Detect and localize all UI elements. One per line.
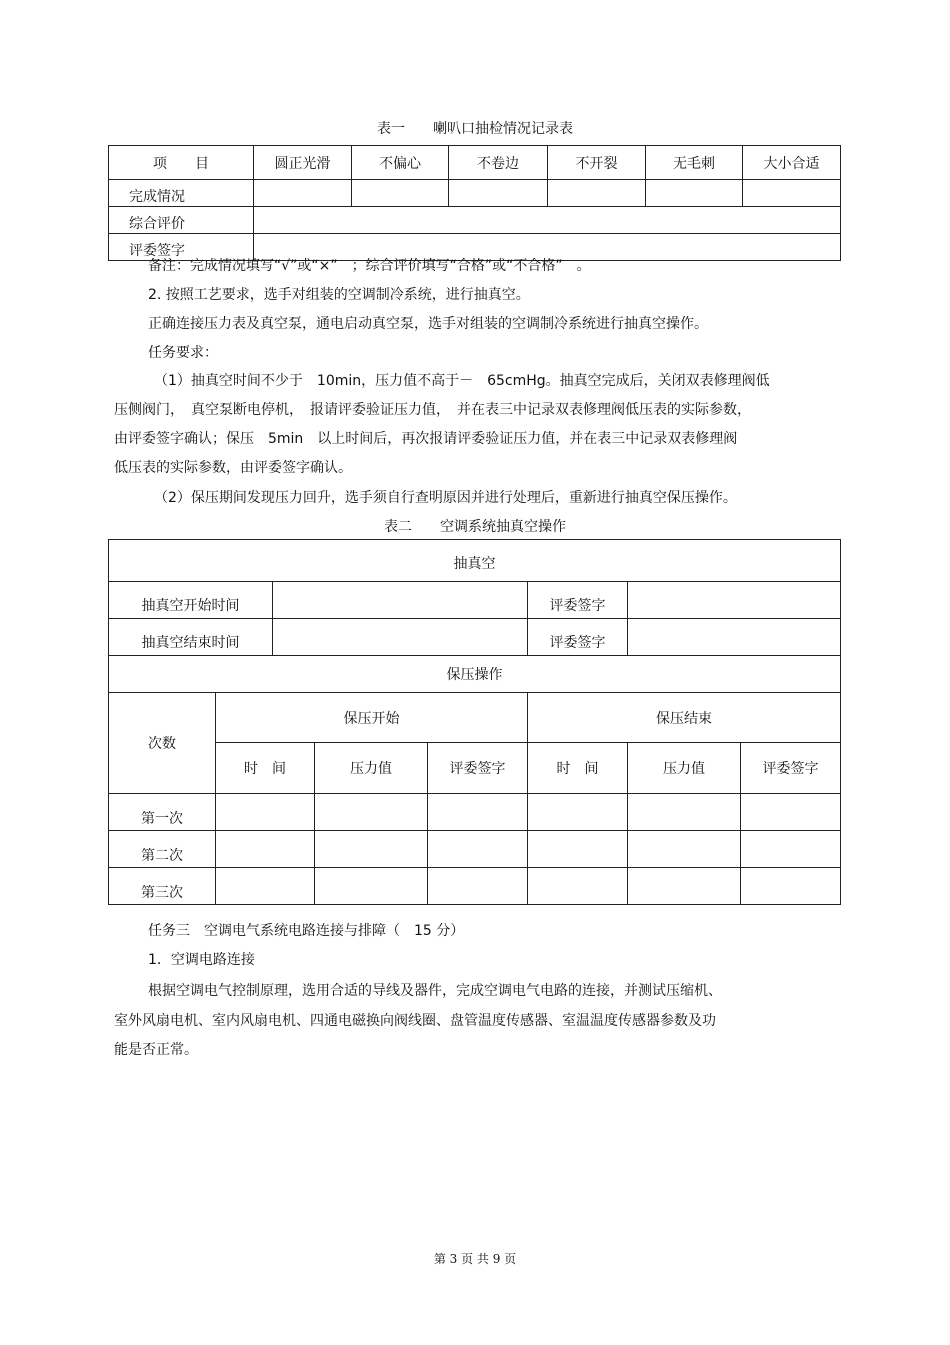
req1-line-1: （1）抽真空时间不少于 10min，压力值不高于－ 65cmHg。抽真空完成后，关闭双表修理阀低	[154, 373, 770, 389]
table2	[108, 539, 841, 905]
cell-empty[interactable]	[743, 180, 841, 207]
row-label-signature: 评委签字	[109, 234, 254, 261]
cell-empty[interactable]	[216, 831, 315, 868]
header-not-eccentric: 不偏心	[352, 146, 449, 180]
section2-heading: 2. 按照工艺要求，选手对组装的空调制冷系统，进行抽真空。	[148, 287, 530, 303]
table-row	[109, 831, 841, 868]
table-row	[109, 794, 841, 831]
vacuum-end-value[interactable]	[273, 619, 528, 656]
task3-heading: 任务三 空调电气系统电路连接与排障（ 15 分）	[148, 923, 465, 939]
table1-note: 备注：完成情况填写“√”或“×” ；综合评价填写“合格”或“不合格” 。	[148, 258, 591, 274]
cell-empty[interactable]	[548, 180, 646, 207]
cell-empty[interactable]	[628, 831, 741, 868]
cell-evaluation[interactable]	[254, 207, 841, 234]
cell-empty[interactable]	[741, 868, 841, 905]
vacuum-start-sign-label: 评委签字	[528, 582, 628, 619]
page-number: 第 3 页 共 9 页	[433, 1252, 517, 1266]
table-row	[109, 868, 841, 905]
table1-row-evaluation	[109, 207, 841, 234]
row-label-third: 第三次	[109, 868, 216, 905]
header-item: 项 目	[109, 146, 254, 180]
cell-empty[interactable]	[741, 831, 841, 868]
table1-caption: 表一 喇叭口抽检情况记录表	[377, 121, 573, 137]
section2-req-title: 任务要求：	[148, 345, 218, 361]
end-pressure-header: 压力值	[628, 743, 741, 794]
cell-empty[interactable]	[628, 794, 741, 831]
cell-empty[interactable]	[216, 794, 315, 831]
cell-empty[interactable]	[741, 794, 841, 831]
hold-sub-header-row	[109, 743, 841, 794]
table1	[108, 145, 841, 261]
cell-empty[interactable]	[254, 180, 352, 207]
cell-empty[interactable]	[428, 794, 528, 831]
vacuum-end-label: 抽真空结束时间	[109, 619, 273, 656]
task3-body-line-1: 根据空调电气控制原理，选用合适的导线及器件，完成空调电气电路的连接，并测试压缩机、	[148, 983, 722, 999]
start-time-header: 时 间	[216, 743, 315, 794]
vacuum-title-row	[109, 540, 841, 582]
header-proper-size: 大小合适	[743, 146, 841, 180]
req1-line-2: 压侧阀门， 真空泵断电停机， 报请评委验证压力值， 并在表三中记录双表修理阀低压表的实际参数，	[114, 402, 751, 418]
cell-empty[interactable]	[216, 868, 315, 905]
req2-line: （2）保压期间发现压力回升，选手须自行查明原因并进行处理后，重新进行抽真空保压操作。	[154, 490, 737, 506]
vacuum-end-sign-label: 评委签字	[528, 619, 628, 656]
cell-empty[interactable]	[528, 831, 628, 868]
hold-start-label: 保压开始	[216, 693, 528, 743]
table2-caption: 表二 空调系统抽真空操作	[384, 519, 566, 535]
vacuum-end-row	[109, 619, 841, 656]
req1-line-4: 低压表的实际参数，由评委签字确认。	[114, 460, 352, 476]
vacuum-start-value[interactable]	[273, 582, 528, 619]
vacuum-title: 抽真空	[109, 540, 841, 582]
vacuum-start-row	[109, 582, 841, 619]
row-label-second: 第二次	[109, 831, 216, 868]
cell-empty[interactable]	[628, 868, 741, 905]
cell-empty[interactable]	[428, 831, 528, 868]
table1-row-completion	[109, 180, 841, 207]
end-time-header: 时 间	[528, 743, 628, 794]
start-pressure-header: 压力值	[315, 743, 428, 794]
cell-empty[interactable]	[352, 180, 449, 207]
vacuum-end-sign-value[interactable]	[628, 619, 841, 656]
row-label-completion: 完成情况	[109, 180, 254, 207]
vacuum-start-label: 抽真空开始时间	[109, 582, 273, 619]
hold-title-row	[109, 656, 841, 693]
task3-subheading: 1．空调电路连接	[148, 952, 255, 968]
cell-empty[interactable]	[449, 180, 548, 207]
cell-empty[interactable]	[528, 868, 628, 905]
req1-line-3: 由评委签字确认；保压 5min 以上时间后，再次报请评委验证压力值，并在表三中记录双表修理阀	[114, 431, 738, 447]
header-not-curled: 不卷边	[449, 146, 548, 180]
task3-body-line-3: 能是否正常。	[114, 1042, 198, 1058]
section2-intro: 正确连接压力表及真空泵，通电启动真空泵，选手对组装的空调制冷系统进行抽真空操作。	[148, 316, 708, 332]
task3-body-line-2: 室外风扇电机、室内风扇电机、四通电磁换向阀线圈、盘管温度传感器、室温温度传感器参数及功	[114, 1013, 716, 1029]
cell-empty[interactable]	[528, 794, 628, 831]
cell-empty[interactable]	[428, 868, 528, 905]
header-no-burr: 无毛刺	[646, 146, 743, 180]
vacuum-start-sign-value[interactable]	[628, 582, 841, 619]
table1-header-row	[109, 146, 841, 180]
row-label-evaluation: 综合评价	[109, 207, 254, 234]
start-sign-header: 评委签字	[428, 743, 528, 794]
cell-empty[interactable]	[315, 868, 428, 905]
cell-empty[interactable]	[315, 794, 428, 831]
hold-title: 保压操作	[109, 656, 841, 693]
header-round-smooth: 圆正光滑	[254, 146, 352, 180]
header-not-cracked: 不开裂	[548, 146, 646, 180]
row-label-first: 第一次	[109, 794, 216, 831]
hold-group-row	[109, 693, 841, 743]
cell-empty[interactable]	[315, 831, 428, 868]
end-sign-header: 评委签字	[741, 743, 841, 794]
count-label: 次数	[109, 693, 216, 794]
cell-empty[interactable]	[646, 180, 743, 207]
hold-end-label: 保压结束	[528, 693, 841, 743]
